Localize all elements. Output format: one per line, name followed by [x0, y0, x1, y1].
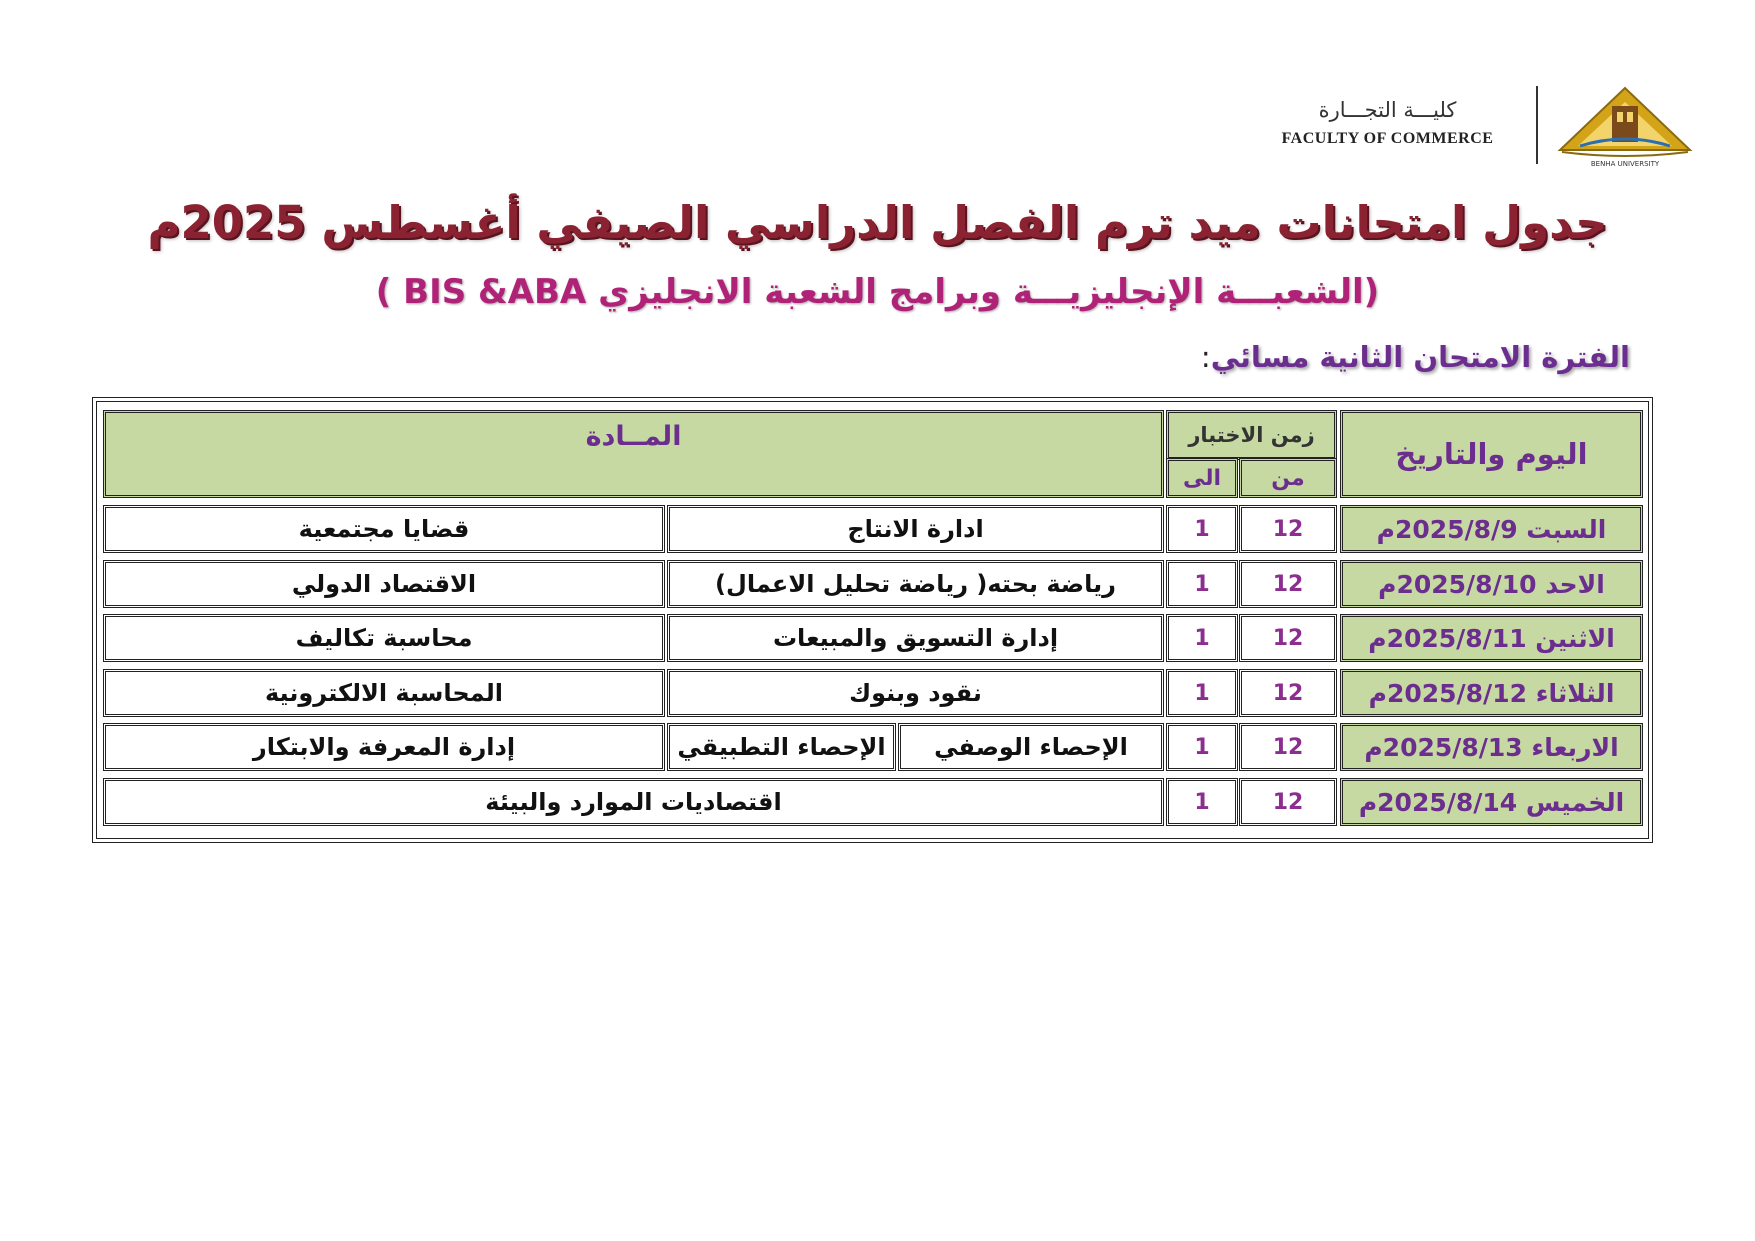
row-day-date: الخميس 2025/8/14م [1340, 778, 1643, 826]
row-time-from: 12 [1239, 505, 1337, 553]
logo-divider [1536, 86, 1538, 164]
row-day-date: الاحد 2025/8/10م [1340, 560, 1643, 608]
emblem-text: BENHA UNIVERSITY [1590, 160, 1660, 168]
row-time-to: 1 [1166, 778, 1238, 826]
header-from: من [1239, 458, 1337, 498]
faculty-logo [1260, 80, 1700, 170]
row-day-date: الاربعاء 2025/8/13م [1340, 723, 1643, 771]
row-time-to: 1 [1166, 560, 1238, 608]
row-time-to: 1 [1166, 723, 1238, 771]
row-subject-alt: الإحصاء التطبيقي [667, 723, 896, 771]
exam-schedule-table [92, 397, 1653, 843]
exam-table-inner [96, 401, 1649, 839]
row-subject: اقتصاديات الموارد والبيئة [103, 778, 1164, 826]
logo-arabic-text: كليـــة التجـــارة [1318, 98, 1457, 122]
row-time-from: 12 [1239, 614, 1337, 662]
row-subject-primary: رياضة بحته( رياضة تحليل الاعمال) [667, 560, 1164, 608]
row-time-to: 1 [1166, 505, 1238, 553]
header-to: الى [1166, 458, 1238, 498]
row-subject-primary: نقود وبنوك [667, 669, 1164, 717]
row-day-date: الثلاثاء 2025/8/12م [1340, 669, 1643, 717]
header-subject: المــادة [103, 410, 1164, 498]
header-day-date: اليوم والتاريخ [1340, 410, 1643, 498]
row-day-date: السبت 2025/8/9م [1340, 505, 1643, 553]
row-subject-secondary: إدارة المعرفة والابتكار [103, 723, 665, 771]
logo-english-text: FACULTY OF COMMERCE [1281, 130, 1494, 147]
row-time-from: 12 [1239, 723, 1337, 771]
row-day-date: الاثنين 2025/8/11م [1340, 614, 1643, 662]
row-subject-secondary: المحاسبة الالكترونية [103, 669, 665, 717]
row-subject-primary: ادارة الانتاج [667, 505, 1164, 553]
period-colon: : [1200, 340, 1211, 374]
benha-university-emblem-icon [1550, 80, 1700, 170]
row-time-from: 12 [1239, 778, 1337, 826]
row-time-from: 12 [1239, 669, 1337, 717]
page-title: جدول امتحانات ميد ترم الفصل الدراسي الصيفي أغسطس 2025م [147, 196, 1608, 249]
period-text: الفترة الامتحان الثانية مسائي [1210, 340, 1630, 374]
row-subject-secondary: الاقتصاد الدولي [103, 560, 665, 608]
row-subject-secondary: قضايا مجتمعية [103, 505, 665, 553]
page-subtitle: (الشعبـــة الإنجليزيـــة وبرامج الشعبة الانجليزي BIS &ABA ) [375, 272, 1380, 312]
header-exam-time: زمن الاختبار [1166, 410, 1337, 460]
row-time-to: 1 [1166, 669, 1238, 717]
row-subject-secondary: محاسبة تكاليف [103, 614, 665, 662]
row-time-from: 12 [1239, 560, 1337, 608]
row-subject-primary: الإحصاء الوصفي [898, 723, 1164, 771]
row-subject-primary: إدارة التسويق والمبيعات [667, 614, 1164, 662]
exam-period-label [1201, 340, 1630, 374]
row-time-to: 1 [1166, 614, 1238, 662]
